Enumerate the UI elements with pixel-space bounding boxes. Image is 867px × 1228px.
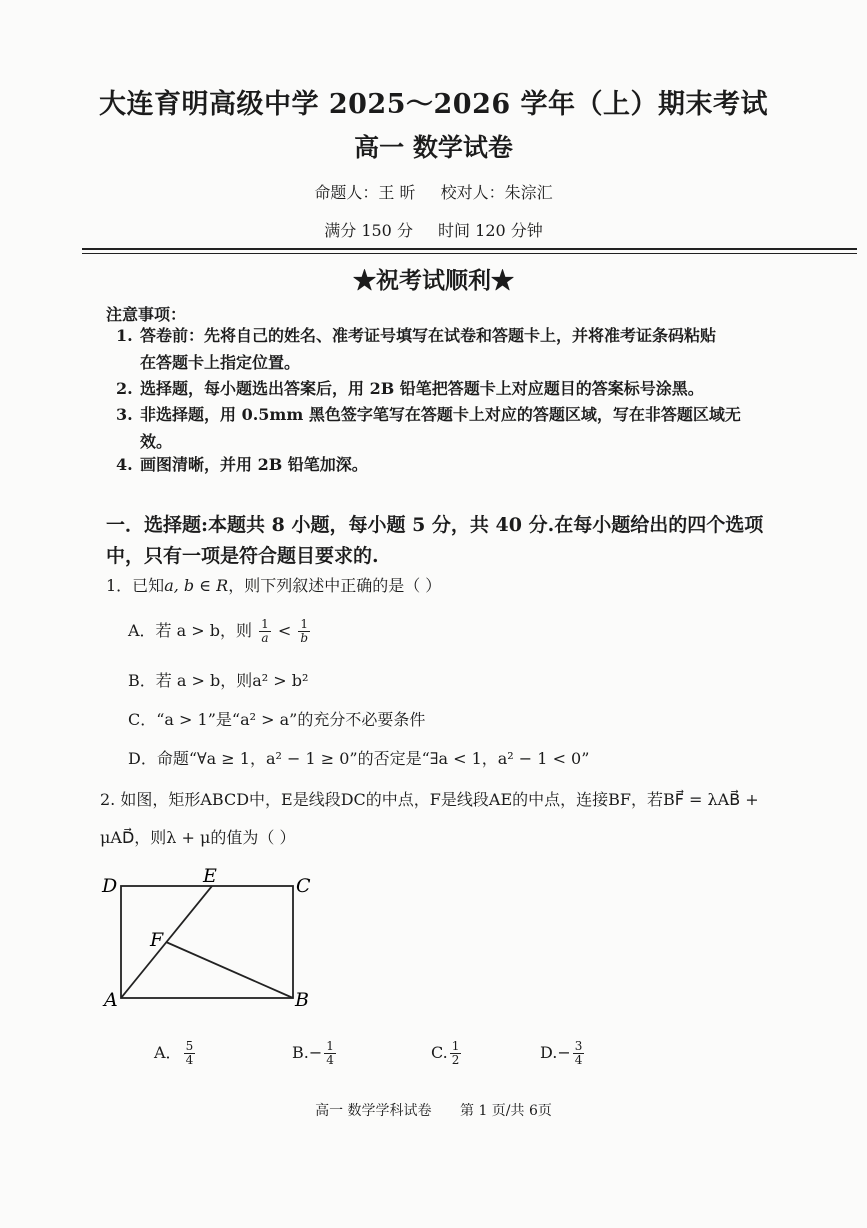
segment-fb: [166, 942, 293, 998]
point-label-d: D: [102, 875, 118, 897]
full-score: 满分 150 分: [324, 221, 413, 240]
point-label-e: E: [203, 865, 217, 887]
question-2-stem-line2: μAD⃗，则λ + μ的值为（ ）: [100, 828, 296, 847]
footer-page-number: 第 1 页/共 6页: [460, 1103, 552, 1119]
question-1-option-d: D．命题“∀a ≥ 1，a² − 1 ≥ 0”的否定是“∃a < 1，a² − 1 < 0”: [128, 749, 590, 768]
note-item: 3. 非选择题，用 0.5mm 黑色签字笔写在答题卡上对应的答题区域，写在非答题区域无 效。: [116, 405, 741, 451]
fraction: $\frac{1}{a}$: [261, 617, 269, 645]
fraction: $\frac{3}{4}$: [574, 1039, 583, 1067]
author-label: 命题人：王 昕: [314, 183, 416, 202]
question-2-option-c: C. $\frac{1}{2}$: [431, 1039, 460, 1067]
question-1-option-b: B．若 a > b，则a² > b²: [128, 671, 309, 690]
question-2-option-a: A． $\frac{5}{4}$: [154, 1039, 194, 1067]
exam-subtitle: 高一 数学试卷: [354, 133, 513, 162]
header-divider-thin: [82, 253, 857, 254]
rectangle-abcd: [121, 886, 293, 998]
exam-title: 大连育明高级中学 2025～2026 学年（上）期末考试: [98, 89, 769, 120]
fraction: $\frac{5}{4}$: [185, 1039, 194, 1067]
point-label-b: B: [295, 989, 309, 1011]
footer-course: 高一 数学学科试卷: [315, 1103, 432, 1119]
note-item: 4. 画图清晰，并用 2B 铅笔加深。: [116, 455, 368, 474]
notes-title: 注意事项：: [106, 305, 187, 324]
page-footer: [0, 1100, 867, 1120]
authors-line: [0, 180, 867, 203]
fraction: $\frac{1}{b}$: [300, 617, 309, 645]
point-label-c: C: [296, 875, 311, 897]
header-divider-thick: [82, 248, 857, 250]
time-limit: 时间 120 分钟: [438, 221, 543, 240]
question-2-option-b: B.− $\frac{1}{4}$: [292, 1039, 334, 1067]
point-label-f: F: [150, 929, 164, 951]
exam-meta: [0, 218, 867, 241]
fraction: $\frac{1}{2}$: [451, 1039, 460, 1067]
note-item: 2. 选择题，每小题选出答案后，用 2B 铅笔把答题卡上对应题目的答案标号涂黑。: [116, 379, 704, 398]
note-item: 1. 答卷前：先将自己的姓名、准考证号填写在试卷和答题卡上，并将准考证条码粘贴 在答题卡上指定位置。: [116, 326, 717, 372]
reviewer-label: 校对人：朱淙汇: [440, 183, 553, 202]
question-2-option-d: D.− $\frac{3}{4}$: [540, 1039, 583, 1067]
question-1-option-c: C．“a > 1”是“a² > a”的充分不必要条件: [128, 710, 426, 729]
section-heading: 一．选择题:本题共 8 小题，每小题 5 分，共 40 分.在每小题给出的四个选项 中，只有一项是符合题目要求的.: [106, 514, 764, 567]
rectangle-figure: [96, 860, 326, 1020]
good-luck-slogan: ★祝考试顺利★: [353, 267, 514, 294]
point-label-a: A: [104, 989, 118, 1011]
question-1-stem: 1．已知a, b ∈ R，则下列叙述中正确的是（ ）: [106, 576, 442, 595]
question-2-stem-line1: 2. 如图，矩形ABCD中，E是线段DC的中点，F是线段AE的中点，连接BF，若BF⃗ = λAB⃗ +: [100, 790, 759, 809]
question-1-option-a: A．若 a > b，则 $\frac{1}{a}$ < $\frac{1}{b}$: [128, 617, 309, 645]
fraction: $\frac{1}{4}$: [326, 1039, 334, 1067]
